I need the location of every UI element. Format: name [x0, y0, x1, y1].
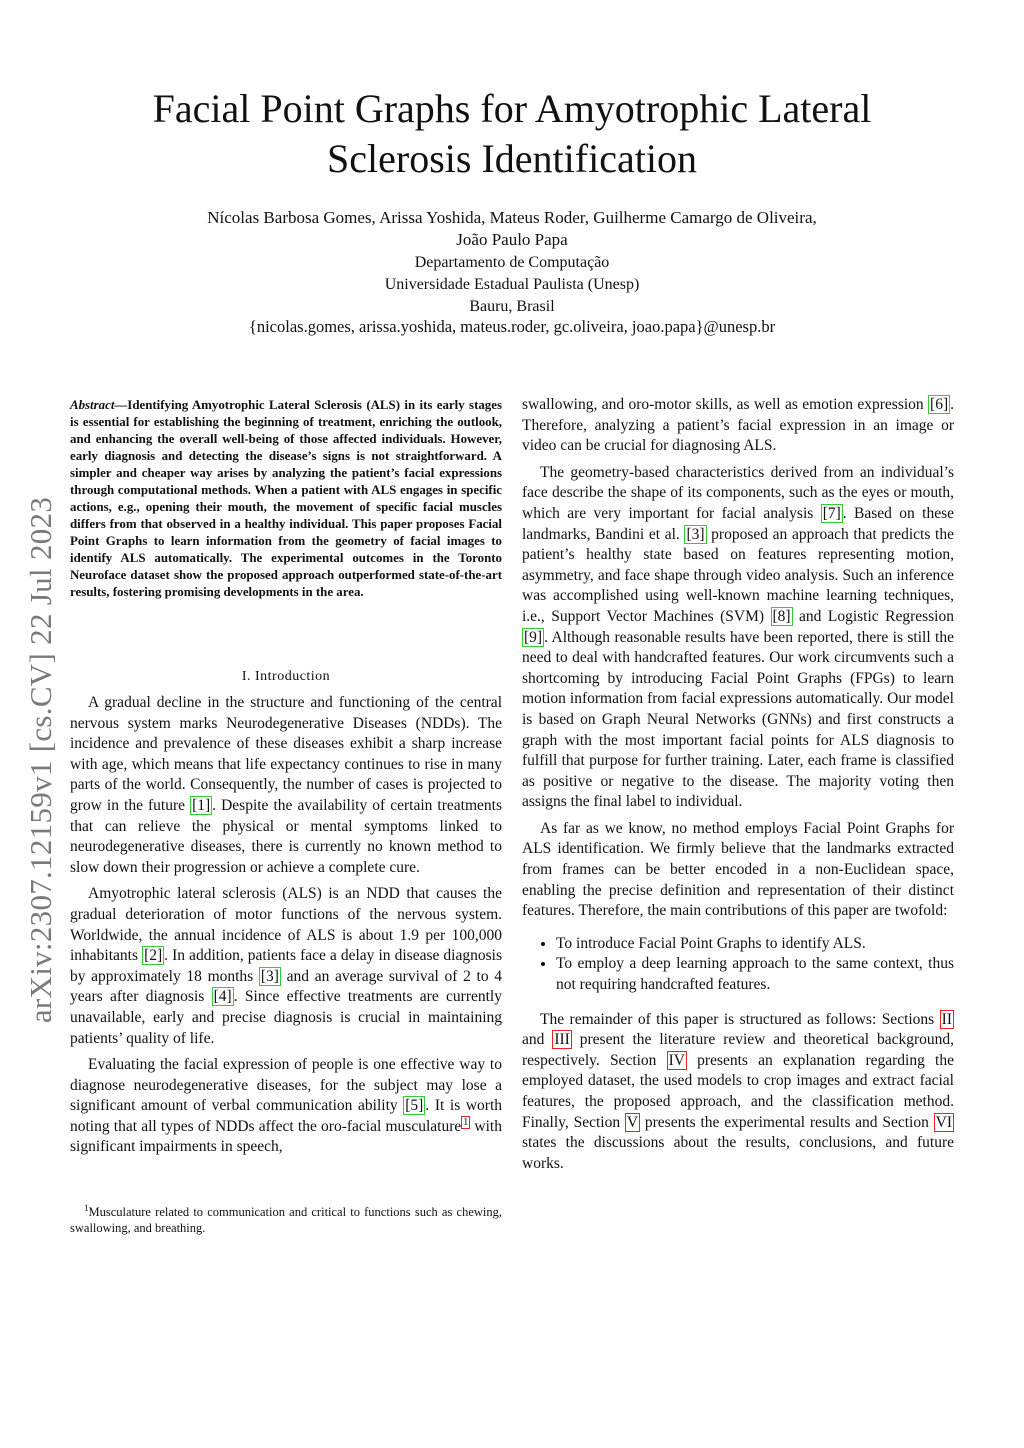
citation-3b[interactable]: [3]: [686, 525, 705, 543]
authors-line-1: Nícolas Barbosa Gomes, Arissa Yoshida, Mateus Roder, Guilherme Camargo de Oliveira,: [207, 208, 817, 227]
citation-3[interactable]: [3]: [260, 967, 279, 985]
abstract: [70, 397, 502, 601]
arxiv-stamp: [20, 460, 62, 1060]
right-paragraph-3: As far as we know, no method employs Facial Point Graphs for ALS identification. We firmly believe that the landmarks extracted from frames can be better encoded in a non-Euclidean space, enabling the precise definition and representation of their distinct features. Therefore, the main contributions of this paper are twofold:: [522, 819, 954, 920]
right-paragraph-4: The remainder of this paper is structured as follows: Sections II and III present the literature review and theoretical background, respectively. Section IV presents an explanation regarding the employed dataset, the used models to crop images and extract facial features, the proposed approach, and the classification method. Finally, Section V presents the experimental results and Section VI states the discussions about the results, conclusions, and future works.: [522, 1010, 954, 1172]
left-column: [70, 693, 502, 1158]
footnote-text: Musculature related to communication and critical to functions such as chewing, swallowing, and breathing.: [70, 1205, 502, 1235]
section-link-ii[interactable]: II: [941, 1010, 952, 1028]
citation-6[interactable]: [6]: [930, 396, 949, 413]
abstract-text: —Identifying Amyotrophic Lateral Sclerosis (ALS) in its early stages is essential for establishing the beginning of treatment, enriching the outlook, and enhancing the overall well-being of those affected individuals. However, early diagnosis and detecting the disease’s signs is not straightforward. A simpler and cheaper way arises by analyzing the patient’s facial expressions through computational methods. When a patient with ALS engages in specific actions, e.g., opening their mouth, the movement of specific facial muscles differs from that observed in a healthy individual. This paper proposes Facial Point Graphs to learn information from the geometry of facial images to identify ALS automatically. The experimental outcomes in the Toronto Neuroface dataset show the proposed approach outperformed state-of-the-art results, fostering promising developments in the area.: [70, 398, 502, 599]
citation-9[interactable]: [9]: [524, 628, 543, 646]
citation-4[interactable]: [4]: [213, 988, 232, 1006]
citation-2[interactable]: [2]: [144, 947, 163, 965]
right-column: [522, 395, 954, 1174]
affiliation-emails: {nicolas.gomes, arissa.yoshida, mateus.roder, gc.oliveira, joao.papa}@unesp.br: [248, 317, 776, 336]
footnote-number: 1: [84, 1202, 89, 1213]
footnote: [70, 1204, 502, 1236]
right-paragraph-2: The geometry-based characteristics derived from an individual’s face describe the shape of its components, such as the eyes or mouth, which are very important for facial analysis [7] . Based on these landmarks, Bandini et al. [3] proposed an approach that predicts the patient’s healthy state based on features representing motion, asymmetry, and face shape through video analysis. Such an inference was accomplished using well-known machine learning techniques, i.e., Support Vector Machines (SVM) [8] and Logistic Regression [9] . Although reasonable results have been reported, there is still the need to deal with handcrafted features. Our work circumvents such a shortcoming by introducing Facial Point Graphs (FPGs) to learn motion information from facial expressions automatically. Our model is based on Graph Neural Networks (GNNs) and first constructs a graph with the most important facial points for ALS diagnosis to fulfill that purpose for further training. Later, each frame is classified as positive or negative to the disease. The majority voting then assigns the final label to individual.: [522, 463, 955, 811]
contribution-item-1: • To introduce Facial Point Graphs to identify ALS.: [556, 934, 954, 955]
citation-7[interactable]: [7]: [822, 504, 841, 522]
title-line-2: Sclerosis Identification: [327, 136, 697, 181]
section-link-iv[interactable]: IV: [668, 1051, 685, 1069]
citation-5[interactable]: [5]: [405, 1097, 424, 1115]
affiliation-university: Universidade Estadual Paulista (Unesp): [384, 276, 640, 293]
section-link-iii[interactable]: III: [554, 1031, 570, 1049]
intro-paragraph-2: Amyotrophic lateral sclerosis (ALS) is an NDD that causes the gradual deterioration of motor functions of the nervous system. Worldwide, the annual incidence of ALS is about 1.9 per 100,000 inhabitants [2] . In addition, patients face a delay in disease diagnosis by approximately 18 months [3] and an average survival of 2 to 4 years after diagnosis [4] . Since effective treatments are currently unavailable, early and precise diagnosis is crucial in maintaining patients’ quality of life.: [70, 885, 502, 1047]
citation-8[interactable]: [8]: [772, 607, 791, 625]
arxiv-id: arXiv:2307.12159v1 [cs.CV] 22 Jul 2023: [23, 496, 58, 1024]
affiliation-city: Bauru, Brasil: [469, 298, 555, 315]
authors-line-2: João Paulo Papa: [456, 230, 568, 249]
footnote-marker[interactable]: 1: [463, 1116, 469, 1128]
contribution-list: [522, 934, 954, 996]
citation-1[interactable]: [1]: [192, 796, 211, 814]
intro-paragraph-1: A gradual decline in the structure and functioning of the central nervous system marks Neurodegenerative Diseases (NDDs). The incidence and prevalence of these diseases exhibit a sharp increase with age, which means that life expectancy continues to rise in many parts of the world. Consequently, the number of cases is projected to grow in the future [1] . Despite the availability of certain treatments that can relieve the physical or mental symptoms linked to neurodegenerative diseases, there is currently no known method to slow down their progression or achieve a complete cure.: [70, 694, 502, 876]
right-paragraph-1: swallowing, and oro-motor skills, as well as emotion expression [6] . Therefore, analyzing a patient’s facial expression in an image or video can be crucial for diagnosing ALS.: [522, 396, 954, 455]
paper-title: [100, 84, 924, 184]
contribution-item-2: • To employ a deep learning approach to the same context, thus not requiring handcrafted features.: [556, 954, 954, 995]
author-list: [100, 207, 924, 251]
section-heading-introduction: I. Introduction: [241, 669, 331, 684]
section-link-v[interactable]: V: [626, 1113, 639, 1131]
intro-paragraph-3: Evaluating the facial expression of people is one effective way to diagnose neurodegenerative diseases, for the subject may lose a significant amount of verbal communication ability [5] . It is worth noting that all types of NDDs affect the oro-facial musculature $^1$ with significant impairments in speech,: [70, 1056, 502, 1156]
title-line-1: Facial Point Graphs for Amyotrophic Lateral: [152, 86, 872, 131]
abstract-label: Abstract: [70, 398, 115, 412]
section-link-vi[interactable]: VI: [935, 1113, 952, 1131]
affiliation-department: Departamento de Computação: [414, 254, 610, 271]
